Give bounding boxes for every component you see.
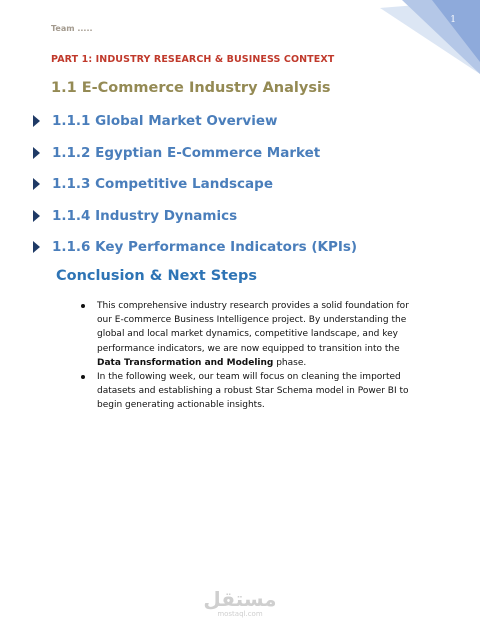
bullet-text-end: phase.: [273, 357, 307, 368]
collapse-arrow-icon[interactable]: [33, 241, 40, 253]
watermark-logo-arabic: مستقل: [203, 587, 277, 611]
bullet-dot-icon: [81, 304, 85, 308]
collapse-arrow-icon[interactable]: [33, 178, 40, 190]
header-team: Team .....: [51, 24, 93, 33]
bullet-dot-icon: [81, 375, 85, 379]
subsection-heading[interactable]: [33, 143, 320, 163]
watermark-logo-latin: mostaql.com: [217, 610, 263, 618]
subsection-heading[interactable]: [33, 237, 357, 257]
part-title: PART 1: INDUSTRY RESEARCH & BUSINESS CONTEXT: [51, 54, 335, 65]
bullet-item: [79, 370, 419, 413]
bullet-text: In the following week, our team will focus on cleaning the imported datasets and establishing a robust Star Schema model in Power BI to begin generating actionable insights.: [97, 372, 409, 411]
page-number: 1: [450, 15, 456, 25]
bullet-text: This comprehensive industry research provides a solid foundation for our E-commerce Business Intelligence project. By understanding the global and local market dynamics, competitive landscape, and key performance indicators, we are now equipped to transition into the: [97, 301, 409, 354]
conclusion-title: Conclusion & Next Steps: [56, 268, 257, 284]
collapse-arrow-icon[interactable]: [33, 210, 40, 222]
subsection-heading[interactable]: [33, 174, 273, 194]
subsection-label: 1.1.6 Key Performance Indicators (KPIs): [52, 239, 358, 255]
subsection-heading[interactable]: [33, 206, 237, 226]
bullet-bold-text: Data Transformation and Modeling: [97, 357, 274, 368]
collapse-arrow-icon[interactable]: [33, 115, 40, 127]
subsection-label: 1.1.4 Industry Dynamics: [52, 208, 238, 224]
section-title: 1.1 E-Commerce Industry Analysis: [51, 80, 331, 96]
bullet-item: [79, 299, 419, 370]
conclusion-bullet-list: [79, 299, 419, 413]
collapse-arrow-icon[interactable]: [33, 147, 40, 159]
subsection-label: 1.1.1 Global Market Overview: [52, 113, 278, 129]
watermark: [0, 588, 480, 619]
page-corner-decoration: [380, 0, 480, 74]
subsection-label: 1.1.3 Competitive Landscape: [52, 176, 273, 192]
subsection-heading[interactable]: [33, 111, 278, 131]
subsection-label: 1.1.2 Egyptian E-Commerce Market: [52, 145, 321, 161]
